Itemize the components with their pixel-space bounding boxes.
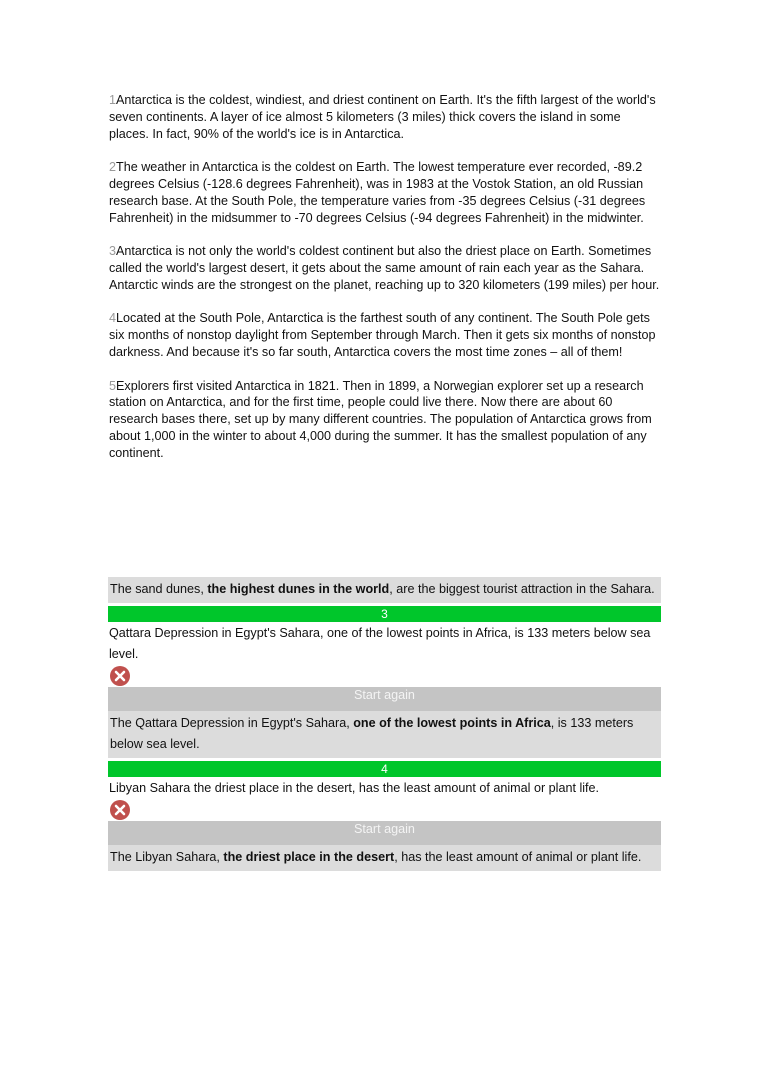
question-number-bar: 3 xyxy=(108,606,661,622)
answer-text: The Qattara Depression in Egypt's Sahara, xyxy=(110,716,354,730)
paragraph-number: 1 xyxy=(109,93,117,107)
answer-highlight: one of the lowest points in Africa xyxy=(353,716,551,730)
answer-text: The sand dunes, xyxy=(110,582,208,596)
close-circle-icon xyxy=(109,665,131,687)
paragraph-text: Located at the South Pole, Antarctica is the farthest south of any continent. The South Pole gets six months of nonstop daylight from September through March. Then it gets six months of nonstop darkness. And because it's so far south, Antarctica covers the most time zones – all of them! xyxy=(109,311,656,359)
paragraph-5 xyxy=(109,378,661,462)
answer-highlight: the highest dunes in the world xyxy=(207,582,390,596)
quiz-panel xyxy=(108,577,661,871)
paragraph-text: The weather in Antarctica is the coldest on Earth. The lowest temperature ever recorded, -89.2 degrees Celsius (-128.6 degrees Fahrenheit), was in 1983 at the Vostok Station, an old Russian research base. At the South Pole, the temperature varies from -35 degrees Celsius (-31 degrees Fahrenheit) in the midsummer to -70 degrees Celsius (-94 degrees Fahrenheit) in the midwinter. xyxy=(109,160,646,225)
start-again-button[interactable]: Start again xyxy=(108,687,661,711)
paragraph-4 xyxy=(109,310,661,360)
question-text: Qattara Depression in Egypt's Sahara, one of the lowest points in Africa, is 133 meters below sea level. xyxy=(109,626,651,661)
paragraph-2 xyxy=(109,159,661,226)
start-again-button[interactable]: Start again xyxy=(108,821,661,845)
answer-highlight: the driest place in the desert xyxy=(223,850,395,864)
reading-passage xyxy=(109,92,661,478)
answer-text: , are the biggest tourist attraction in the Sahara. xyxy=(389,582,655,596)
question-number-bar: 4 xyxy=(108,761,661,777)
paragraph-3 xyxy=(109,243,661,293)
question-text: Libyan Sahara the driest place in the desert, has the least amount of animal or plant life. xyxy=(109,781,600,795)
paragraph-text: Antarctica is the coldest, windiest, and driest continent on Earth. It's the fifth largest of the world's seven continents. A layer of ice almost 5 kilometers (3 miles) thick covers the island in some places. In fact, 90% of the world's ice is in Antarctica. xyxy=(109,93,656,141)
close-circle-icon xyxy=(109,799,131,821)
paragraph-number: 2 xyxy=(109,160,117,175)
paragraph-number: 3 xyxy=(109,244,117,259)
answer-text: , is 133 meters below sea level. xyxy=(110,716,634,751)
correct-answer-box xyxy=(108,577,661,603)
paragraph-number: 5 xyxy=(109,378,117,393)
paragraph-number: 4 xyxy=(109,311,117,326)
correct-answer-box xyxy=(108,845,661,871)
answer-text: , has the least amount of animal or plant life. xyxy=(394,850,642,864)
paragraph-text: Explorers first visited Antarctica in 1821. Then in 1899, a Norwegian explorer set up a research station on Antarctica, and for the first time, people could live there. Now there are about 60 research bases there, set up by many different countries. The population of Antarctica grows from about 1,000 in the winter to about 4,000 during the summer. It has the smallest population of any continent. xyxy=(109,378,652,460)
paragraph-1 xyxy=(109,92,661,142)
correct-answer-box xyxy=(108,711,661,758)
answer-text: The Libyan Sahara, xyxy=(110,850,224,864)
paragraph-text: Antarctica is not only the world's coldest continent but also the driest place on Earth. Sometimes called the world's largest desert, it gets about the same amount of rain each year as the Sahara. Antarctic winds are the strongest on the planet, reaching up to 320 kilometers (199 miles) per hour. xyxy=(109,244,660,292)
